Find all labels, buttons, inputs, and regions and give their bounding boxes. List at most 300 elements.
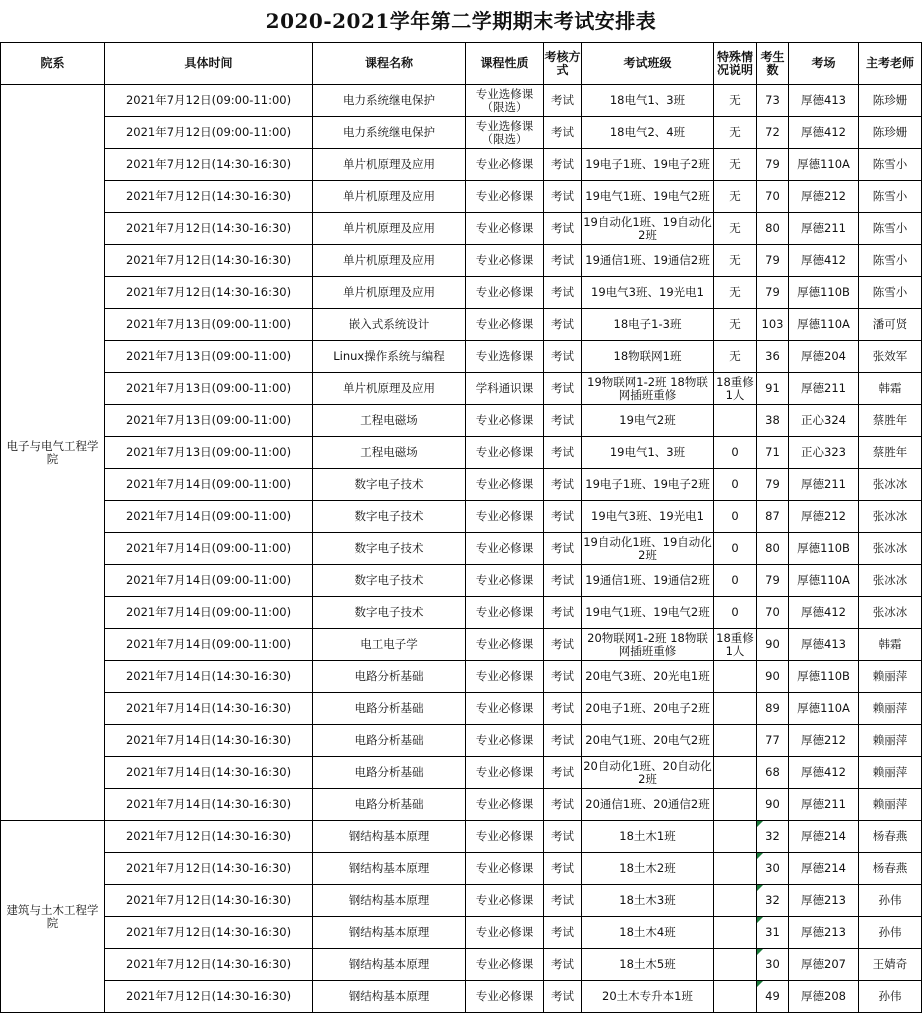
cell-class: 19电气2班: [582, 405, 714, 437]
cell-special: 无: [714, 341, 757, 373]
cell-teacher: 韩霜: [859, 629, 922, 661]
cell-time: 2021年7月12日(14:30-16:30): [105, 277, 313, 309]
table-row: [1, 181, 922, 213]
table-row: [1, 437, 922, 469]
cell-teacher: 孙伟: [859, 885, 922, 917]
cell-nature: 专业必修课: [466, 981, 544, 1013]
cell-count: 79: [757, 245, 789, 277]
table-row: [1, 341, 922, 373]
cell-course: 单片机原理及应用: [313, 373, 466, 405]
cell-nature: 专业必修课: [466, 245, 544, 277]
cell-method: 考试: [544, 917, 582, 949]
col-header-dept: 院系: [1, 43, 105, 85]
cell-nature: 专业必修课: [466, 757, 544, 789]
cell-method: 考试: [544, 693, 582, 725]
cell-course: 钢结构基本原理: [313, 949, 466, 981]
table-row: [1, 565, 922, 597]
cell-time: 2021年7月12日(14:30-16:30): [105, 885, 313, 917]
cell-teacher: 蔡胜年: [859, 437, 922, 469]
cell-room: 厚德110A: [789, 693, 859, 725]
cell-special: 0: [714, 469, 757, 501]
cell-teacher: 张冰冰: [859, 501, 922, 533]
cell-class: 20通信1班、20通信2班: [582, 789, 714, 821]
cell-nature: 专业必修课: [466, 213, 544, 245]
cell-room: 厚德211: [789, 373, 859, 405]
cell-teacher: 张效军: [859, 341, 922, 373]
cell-nature: 专业必修课: [466, 949, 544, 981]
col-header-time: 具体时间: [105, 43, 313, 85]
cell-class: 20电子1班、20电子2班: [582, 693, 714, 725]
cell-room: 厚德211: [789, 213, 859, 245]
cell-time: 2021年7月12日(14:30-16:30): [105, 917, 313, 949]
cell-special: [714, 405, 757, 437]
cell-method: 考试: [544, 213, 582, 245]
cell-time: 2021年7月14日(09:00-11:00): [105, 533, 313, 565]
cell-method: 考试: [544, 117, 582, 149]
cell-nature: 专业必修课: [466, 693, 544, 725]
cell-special: 无: [714, 85, 757, 117]
col-header-course: 课程名称: [313, 43, 466, 85]
cell-method: 考试: [544, 725, 582, 757]
table-row: [1, 501, 922, 533]
cell-room: 厚德204: [789, 341, 859, 373]
cell-nature: 专业必修课: [466, 917, 544, 949]
cell-course: 单片机原理及应用: [313, 245, 466, 277]
cell-special: 无: [714, 181, 757, 213]
cell-class: 19电气3班、19光电1: [582, 277, 714, 309]
cell-teacher: 韩霜: [859, 373, 922, 405]
cell-room: 厚德211: [789, 469, 859, 501]
cell-count: 49: [757, 981, 789, 1013]
cell-room: 厚德212: [789, 725, 859, 757]
cell-time: 2021年7月12日(14:30-16:30): [105, 949, 313, 981]
cell-count: 90: [757, 661, 789, 693]
cell-time: 2021年7月12日(14:30-16:30): [105, 981, 313, 1013]
cell-nature: 专业必修课: [466, 789, 544, 821]
cell-special: 无: [714, 245, 757, 277]
cell-room: 厚德207: [789, 949, 859, 981]
cell-method: 考试: [544, 245, 582, 277]
cell-special: 无: [714, 309, 757, 341]
cell-nature: 专业必修课: [466, 405, 544, 437]
cell-special: [714, 661, 757, 693]
cell-room: 正心323: [789, 437, 859, 469]
table-row: [1, 917, 922, 949]
schedule-table: [0, 42, 922, 1013]
cell-room: 厚德110A: [789, 565, 859, 597]
cell-time: 2021年7月14日(14:30-16:30): [105, 789, 313, 821]
cell-time: 2021年7月14日(14:30-16:30): [105, 693, 313, 725]
cell-room: 厚德412: [789, 757, 859, 789]
cell-count: 79: [757, 565, 789, 597]
cell-nature: 专业选修课（限选）: [466, 117, 544, 149]
cell-method: 考试: [544, 757, 582, 789]
cell-class: 19自动化1班、19自动化2班: [582, 533, 714, 565]
cell-course: 数字电子技术: [313, 597, 466, 629]
col-header-class: 考试班级: [582, 43, 714, 85]
cell-teacher: 赖丽萍: [859, 757, 922, 789]
cell-teacher: 张冰冰: [859, 565, 922, 597]
cell-count: 79: [757, 149, 789, 181]
cell-teacher: 张冰冰: [859, 469, 922, 501]
cell-room: 厚德212: [789, 501, 859, 533]
cell-special: [714, 917, 757, 949]
table-row: [1, 757, 922, 789]
cell-course: 数字电子技术: [313, 565, 466, 597]
cell-teacher: 杨春燕: [859, 853, 922, 885]
cell-count: 70: [757, 597, 789, 629]
cell-class: 18电气2、4班: [582, 117, 714, 149]
cell-special: 无: [714, 277, 757, 309]
cell-method: 考试: [544, 789, 582, 821]
cell-nature: 专业必修课: [466, 661, 544, 693]
cell-method: 考试: [544, 821, 582, 853]
dept-cell: 电子与电气工程学院: [1, 85, 105, 821]
cell-special: [714, 853, 757, 885]
dept-cell: 建筑与土木工程学院: [1, 821, 105, 1013]
cell-special: [714, 981, 757, 1013]
cell-method: 考试: [544, 181, 582, 213]
cell-time: 2021年7月14日(09:00-11:00): [105, 597, 313, 629]
cell-special: [714, 949, 757, 981]
cell-class: 19自动化1班、19自动化2班: [582, 213, 714, 245]
cell-teacher: 陈珍姗: [859, 85, 922, 117]
cell-teacher: 陈雪小: [859, 245, 922, 277]
cell-room: 厚德110B: [789, 277, 859, 309]
cell-count: 30: [757, 949, 789, 981]
cell-teacher: 陈雪小: [859, 181, 922, 213]
cell-room: 厚德214: [789, 853, 859, 885]
cell-room: 厚德208: [789, 981, 859, 1013]
cell-room: 厚德110B: [789, 533, 859, 565]
cell-nature: 专业必修课: [466, 437, 544, 469]
cell-time: 2021年7月13日(09:00-11:00): [105, 405, 313, 437]
cell-time: 2021年7月14日(09:00-11:00): [105, 565, 313, 597]
table-row: [1, 405, 922, 437]
cell-teacher: 陈雪小: [859, 213, 922, 245]
cell-nature: 学科通识课: [466, 373, 544, 405]
cell-method: 考试: [544, 597, 582, 629]
cell-class: 20自动化1班、20自动化2班: [582, 757, 714, 789]
cell-room: 厚德110A: [789, 149, 859, 181]
table-row: [1, 533, 922, 565]
cell-room: 厚德214: [789, 821, 859, 853]
cell-time: 2021年7月12日(09:00-11:00): [105, 117, 313, 149]
table-row: [1, 949, 922, 981]
table-row: [1, 725, 922, 757]
cell-time: 2021年7月13日(09:00-11:00): [105, 309, 313, 341]
cell-teacher: 陈珍姗: [859, 117, 922, 149]
cell-special: 无: [714, 213, 757, 245]
cell-time: 2021年7月14日(14:30-16:30): [105, 725, 313, 757]
col-header-count: 考生数: [757, 43, 789, 85]
cell-method: 考试: [544, 949, 582, 981]
cell-nature: 专业必修课: [466, 597, 544, 629]
cell-count: 32: [757, 821, 789, 853]
cell-course: Linux操作系统与编程: [313, 341, 466, 373]
cell-time: 2021年7月12日(14:30-16:30): [105, 213, 313, 245]
cell-nature: 专业必修课: [466, 501, 544, 533]
cell-method: 考试: [544, 277, 582, 309]
table-row: [1, 85, 922, 117]
cell-course: 数字电子技术: [313, 501, 466, 533]
cell-nature: 专业必修课: [466, 181, 544, 213]
cell-course: 数字电子技术: [313, 533, 466, 565]
cell-method: 考试: [544, 85, 582, 117]
cell-class: 18土木3班: [582, 885, 714, 917]
cell-course: 钢结构基本原理: [313, 885, 466, 917]
cell-course: 钢结构基本原理: [313, 917, 466, 949]
cell-class: 19电气1班、19电气2班: [582, 181, 714, 213]
cell-special: 18重修1人: [714, 629, 757, 661]
table-row: [1, 245, 922, 277]
cell-count: 36: [757, 341, 789, 373]
cell-room: 厚德213: [789, 917, 859, 949]
cell-nature: 专业必修课: [466, 469, 544, 501]
cell-room: 厚德413: [789, 85, 859, 117]
cell-course: 电工电子学: [313, 629, 466, 661]
cell-class: 19物联网1-2班 18物联网插班重修: [582, 373, 714, 405]
cell-count: 77: [757, 725, 789, 757]
col-header-method: 考核方式: [544, 43, 582, 85]
cell-course: 嵌入式系统设计: [313, 309, 466, 341]
cell-room: 厚德212: [789, 181, 859, 213]
cell-course: 工程电磁场: [313, 437, 466, 469]
cell-count: 91: [757, 373, 789, 405]
cell-time: 2021年7月12日(14:30-16:30): [105, 853, 313, 885]
cell-time: 2021年7月14日(14:30-16:30): [105, 757, 313, 789]
cell-class: 18土木2班: [582, 853, 714, 885]
cell-teacher: 王婧奇: [859, 949, 922, 981]
col-header-special: 特殊情况说明: [714, 43, 757, 85]
cell-course: 工程电磁场: [313, 405, 466, 437]
table-row: [1, 469, 922, 501]
cell-class: 18物联网1班: [582, 341, 714, 373]
cell-teacher: 陈雪小: [859, 277, 922, 309]
cell-time: 2021年7月12日(14:30-16:30): [105, 821, 313, 853]
cell-method: 考试: [544, 661, 582, 693]
cell-count: 70: [757, 181, 789, 213]
cell-course: 电力系统继电保护: [313, 85, 466, 117]
cell-special: [714, 693, 757, 725]
cell-time: 2021年7月12日(14:30-16:30): [105, 245, 313, 277]
cell-course: 电力系统继电保护: [313, 117, 466, 149]
cell-count: 89: [757, 693, 789, 725]
cell-class: 20电气1班、20电气2班: [582, 725, 714, 757]
table-body: [1, 85, 922, 1013]
col-header-nature: 课程性质: [466, 43, 544, 85]
cell-special: [714, 821, 757, 853]
cell-room: 厚德413: [789, 629, 859, 661]
cell-class: 18土木5班: [582, 949, 714, 981]
cell-time: 2021年7月12日(09:00-11:00): [105, 85, 313, 117]
cell-class: 19通信1班、19通信2班: [582, 565, 714, 597]
cell-class: 19电气3班、19光电1: [582, 501, 714, 533]
cell-class: 18电子1-3班: [582, 309, 714, 341]
cell-class: 20物联网1-2班 18物联网插班重修: [582, 629, 714, 661]
cell-class: 18土木4班: [582, 917, 714, 949]
cell-count: 68: [757, 757, 789, 789]
cell-count: 103: [757, 309, 789, 341]
cell-count: 71: [757, 437, 789, 469]
cell-method: 考试: [544, 885, 582, 917]
cell-count: 90: [757, 629, 789, 661]
cell-class: 19通信1班、19通信2班: [582, 245, 714, 277]
cell-count: 31: [757, 917, 789, 949]
cell-room: 厚德412: [789, 245, 859, 277]
cell-class: 18电气1、3班: [582, 85, 714, 117]
cell-course: 电路分析基础: [313, 757, 466, 789]
cell-room: 厚德412: [789, 597, 859, 629]
cell-count: 79: [757, 469, 789, 501]
cell-course: 单片机原理及应用: [313, 181, 466, 213]
cell-count: 87: [757, 501, 789, 533]
cell-room: 正心324: [789, 405, 859, 437]
cell-special: 18重修1人: [714, 373, 757, 405]
cell-teacher: 赖丽萍: [859, 789, 922, 821]
cell-method: 考试: [544, 501, 582, 533]
cell-class: 20土木专升本1班: [582, 981, 714, 1013]
cell-course: 电路分析基础: [313, 789, 466, 821]
table-row: [1, 821, 922, 853]
cell-method: 考试: [544, 853, 582, 885]
cell-special: 0: [714, 501, 757, 533]
cell-count: 73: [757, 85, 789, 117]
cell-time: 2021年7月13日(09:00-11:00): [105, 341, 313, 373]
cell-method: 考试: [544, 981, 582, 1013]
cell-special: 无: [714, 117, 757, 149]
cell-room: 厚德213: [789, 885, 859, 917]
cell-teacher: 孙伟: [859, 917, 922, 949]
cell-teacher: 张冰冰: [859, 533, 922, 565]
cell-course: 单片机原理及应用: [313, 149, 466, 181]
table-row: [1, 981, 922, 1013]
cell-nature: 专业选修课（限选）: [466, 85, 544, 117]
cell-time: 2021年7月14日(14:30-16:30): [105, 661, 313, 693]
cell-nature: 专业选修课: [466, 341, 544, 373]
cell-method: 考试: [544, 629, 582, 661]
cell-teacher: 赖丽萍: [859, 693, 922, 725]
cell-time: 2021年7月14日(09:00-11:00): [105, 629, 313, 661]
cell-teacher: 赖丽萍: [859, 661, 922, 693]
cell-course: 电路分析基础: [313, 661, 466, 693]
table-row: [1, 661, 922, 693]
cell-special: [714, 789, 757, 821]
cell-teacher: 潘可贤: [859, 309, 922, 341]
cell-teacher: 杨春燕: [859, 821, 922, 853]
cell-time: 2021年7月14日(09:00-11:00): [105, 469, 313, 501]
table-row: [1, 309, 922, 341]
cell-course: 单片机原理及应用: [313, 213, 466, 245]
cell-teacher: 陈雪小: [859, 149, 922, 181]
cell-class: 19电子1班、19电子2班: [582, 469, 714, 501]
cell-count: 80: [757, 213, 789, 245]
cell-class: 18土木1班: [582, 821, 714, 853]
table-row: [1, 149, 922, 181]
cell-method: 考试: [544, 149, 582, 181]
cell-special: 0: [714, 565, 757, 597]
cell-count: 79: [757, 277, 789, 309]
cell-method: 考试: [544, 437, 582, 469]
cell-count: 30: [757, 853, 789, 885]
table-row: [1, 597, 922, 629]
cell-teacher: 赖丽萍: [859, 725, 922, 757]
cell-method: 考试: [544, 309, 582, 341]
cell-room: 厚德412: [789, 117, 859, 149]
cell-course: 数字电子技术: [313, 469, 466, 501]
cell-method: 考试: [544, 341, 582, 373]
cell-class: 19电子1班、19电子2班: [582, 149, 714, 181]
cell-special: [714, 885, 757, 917]
table-row: [1, 373, 922, 405]
cell-time: 2021年7月13日(09:00-11:00): [105, 373, 313, 405]
cell-course: 单片机原理及应用: [313, 277, 466, 309]
cell-special: 无: [714, 149, 757, 181]
cell-nature: 专业必修课: [466, 821, 544, 853]
col-header-teacher: 主考老师: [859, 43, 922, 85]
cell-course: 钢结构基本原理: [313, 853, 466, 885]
cell-special: 0: [714, 533, 757, 565]
cell-class: 19电气1班、19电气2班: [582, 597, 714, 629]
cell-teacher: 蔡胜年: [859, 405, 922, 437]
cell-count: 90: [757, 789, 789, 821]
cell-nature: 专业必修课: [466, 853, 544, 885]
page-title: 2020-2021学年第二学期期末考试安排表: [265, 9, 657, 33]
cell-time: 2021年7月13日(09:00-11:00): [105, 437, 313, 469]
cell-count: 80: [757, 533, 789, 565]
cell-nature: 专业必修课: [466, 565, 544, 597]
cell-course: 钢结构基本原理: [313, 821, 466, 853]
cell-nature: 专业必修课: [466, 309, 544, 341]
table-row: [1, 277, 922, 309]
table-row: [1, 853, 922, 885]
cell-class: 20电气3班、20光电1班: [582, 661, 714, 693]
table-row: [1, 213, 922, 245]
header-row: [1, 43, 922, 85]
cell-class: 19电气1、3班: [582, 437, 714, 469]
cell-time: 2021年7月14日(09:00-11:00): [105, 501, 313, 533]
cell-nature: 专业必修课: [466, 277, 544, 309]
cell-course: 电路分析基础: [313, 693, 466, 725]
cell-special: 0: [714, 437, 757, 469]
cell-teacher: 孙伟: [859, 981, 922, 1013]
cell-special: [714, 725, 757, 757]
cell-method: 考试: [544, 469, 582, 501]
cell-course: 钢结构基本原理: [313, 981, 466, 1013]
cell-method: 考试: [544, 373, 582, 405]
cell-method: 考试: [544, 533, 582, 565]
cell-method: 考试: [544, 565, 582, 597]
cell-teacher: 张冰冰: [859, 597, 922, 629]
cell-special: [714, 757, 757, 789]
cell-room: 厚德110A: [789, 309, 859, 341]
cell-time: 2021年7月12日(14:30-16:30): [105, 149, 313, 181]
table-row: [1, 693, 922, 725]
cell-special: 0: [714, 597, 757, 629]
cell-count: 32: [757, 885, 789, 917]
table-row: [1, 629, 922, 661]
cell-room: 厚德110B: [789, 661, 859, 693]
cell-room: 厚德211: [789, 789, 859, 821]
table-row: [1, 885, 922, 917]
table-row: [1, 789, 922, 821]
table-row: [1, 117, 922, 149]
cell-time: 2021年7月12日(14:30-16:30): [105, 181, 313, 213]
cell-course: 电路分析基础: [313, 725, 466, 757]
cell-nature: 专业必修课: [466, 885, 544, 917]
cell-nature: 专业必修课: [466, 629, 544, 661]
cell-count: 72: [757, 117, 789, 149]
